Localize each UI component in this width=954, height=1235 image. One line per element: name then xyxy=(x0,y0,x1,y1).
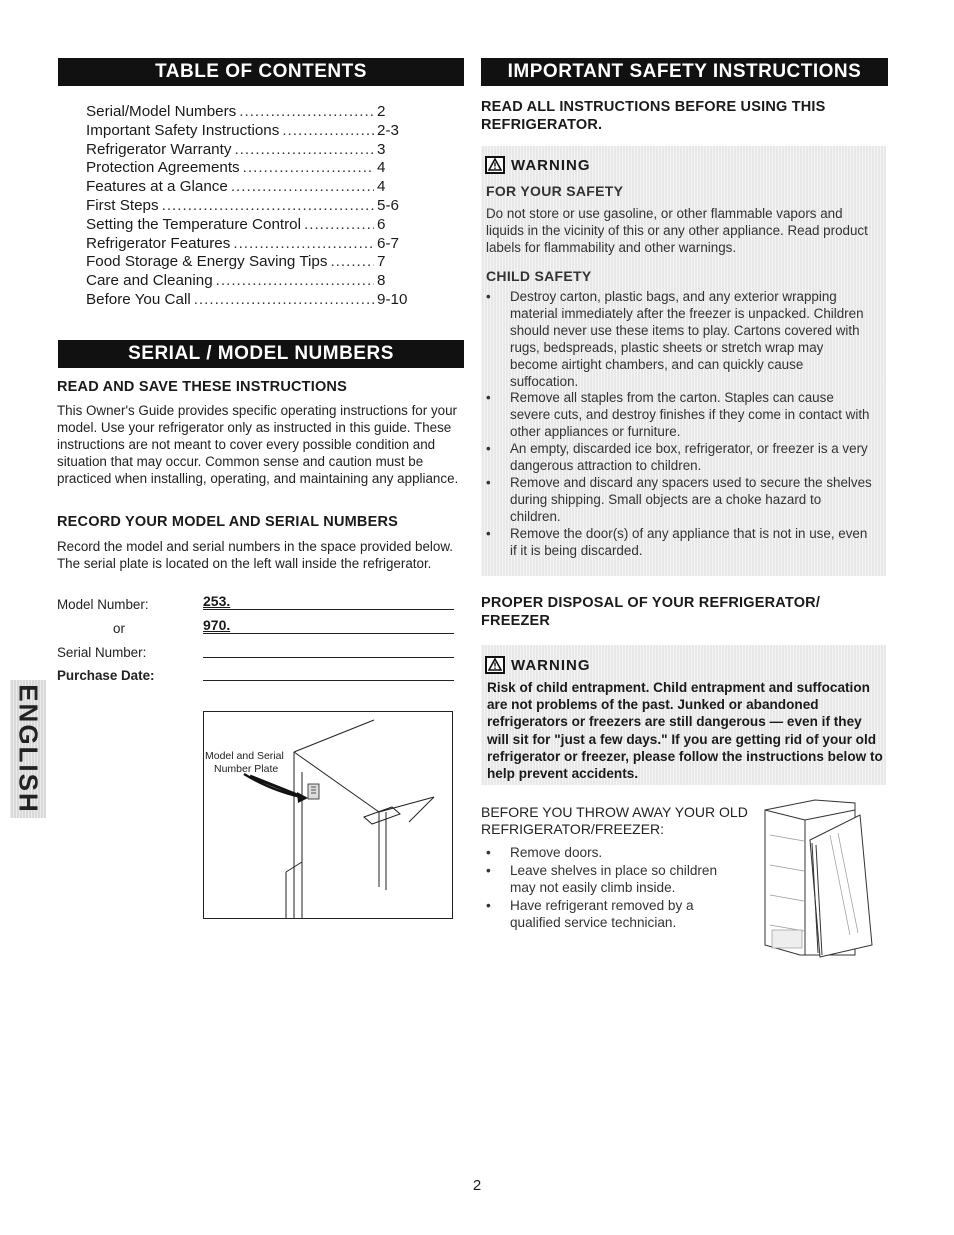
throw-away-list xyxy=(481,844,736,932)
list-item: • Remove and discard any spacers used to secure the shelves during shipping. Small objects are a choke hazard to children. xyxy=(481,475,874,526)
for-your-safety: FOR YOUR SAFETY xyxy=(486,183,624,199)
model-number-alt-field[interactable] xyxy=(203,617,454,634)
toc-item xyxy=(86,122,411,141)
toc-item xyxy=(86,197,411,216)
before-throw-line1: BEFORE YOU THROW AWAY YOUR OLD xyxy=(481,804,748,820)
read-all-line2: REFRIGERATOR. xyxy=(481,117,603,133)
toc-leader-dots xyxy=(239,103,374,122)
or-label: or xyxy=(113,621,125,636)
toc-leader-dots xyxy=(194,291,374,310)
warning-1-label: WARNING xyxy=(511,156,591,174)
toc-item-page: 3 xyxy=(377,140,386,158)
safety-heading: IMPORTANT SAFETY INSTRUCTIONS xyxy=(481,58,888,86)
list-item: • Destroy carton, plastic bags, and any exterior wrapping material immediately after the freezer is unpacked. Children should never use these items to play. Cartons covered with rugs, bedspreads, plastic sheets or stretch wrap may become airtight chambers, and can quickly cause suffocation. xyxy=(481,289,874,390)
toc-item xyxy=(86,272,411,291)
toc-item-label: Food Storage & Energy Saving Tips xyxy=(86,253,328,271)
read-save-text: This Owner's Guide provides specific operating instructions for your model. Use your refrigerator only as instructed in this guide. These instructions are not meant to cover every possible condition and situation that may occur. Common sense and caution must be practiced when installing, operating, and maintaining any appliance. xyxy=(57,403,459,486)
toc-item-label: Important Safety Instructions xyxy=(86,121,280,139)
child-safety: CHILD SAFETY xyxy=(486,268,592,284)
model-number-alt-prefix: 970. xyxy=(203,617,231,633)
read-all-heading xyxy=(481,98,826,134)
serial-number-label: Serial Number: xyxy=(57,645,147,660)
disposal-line1: PROPER DISPOSAL OF YOUR REFRIGERATOR/ xyxy=(481,595,821,611)
toc-item xyxy=(86,216,411,235)
toc-item xyxy=(86,235,411,254)
toc-item xyxy=(86,103,411,122)
serial-plate-figure xyxy=(203,711,453,919)
toc-item-label: Serial/Model Numbers xyxy=(86,103,237,120)
before-throw-heading xyxy=(481,804,748,838)
toc-item-label: Protection Agreements xyxy=(86,159,240,177)
toc-item xyxy=(86,253,411,272)
toc-leader-dots xyxy=(233,235,374,254)
list-item: • Remove doors. xyxy=(481,844,736,862)
toc-item-page: 5-6 xyxy=(377,196,399,214)
list-item: • An empty, discarded ice box, refrigerator, or freezer is a very dangerous attraction to children. xyxy=(481,441,874,475)
refrigerator-door-illustration xyxy=(760,795,880,960)
model-number-label: Model Number: xyxy=(57,597,149,612)
disposal-line2: FREEZER xyxy=(481,613,551,629)
figure-label-line1: Model and Serial xyxy=(205,750,284,762)
model-number-prefix: 253. xyxy=(203,593,231,609)
toc-leader-dots xyxy=(162,197,374,216)
child-safety-list xyxy=(481,289,874,560)
warning-2-label: WARNING xyxy=(511,656,591,674)
record-heading: RECORD YOUR MODEL AND SERIAL NUMBERS xyxy=(57,514,398,530)
toc-item-label: Refrigerator Warranty xyxy=(86,140,232,158)
toc-item-page: 4 xyxy=(377,159,386,177)
warning-1-title xyxy=(485,156,591,174)
toc-item-page: 8 xyxy=(377,272,386,290)
toc-item xyxy=(86,141,411,160)
model-number-field[interactable] xyxy=(203,593,454,610)
warning-triangle-icon xyxy=(485,656,505,674)
toc-leader-dots xyxy=(216,272,374,291)
page-number: 2 xyxy=(472,1177,482,1194)
toc-item-page: 9-10 xyxy=(377,290,408,308)
toc-item-page: 4 xyxy=(377,178,386,196)
list-item: • Remove all staples from the carton. Staples can cause severe cuts, and destroy finishes if they come in contact with other appliances or furniture. xyxy=(481,390,874,441)
toc-item-label: First Steps xyxy=(86,196,159,214)
warning-2-title xyxy=(485,656,591,674)
toc-item xyxy=(86,291,411,310)
toc-item-page: 7 xyxy=(377,253,386,271)
figure-label-line2: Number Plate xyxy=(214,763,279,775)
toc-leader-dots xyxy=(231,178,374,197)
toc-item-page: 2-3 xyxy=(377,121,399,139)
toc-item xyxy=(86,159,411,178)
toc-leader-dots xyxy=(234,141,374,160)
flammable-warning-text: Do not store or use gasoline, or other flammable vapors and liquids in the vicinity of this or any other appliance. Read product labels for flammability and other warnings. xyxy=(486,206,868,255)
toc-item-page: 2 xyxy=(377,103,386,120)
read-save-heading: READ AND SAVE THESE INSTRUCTIONS xyxy=(57,379,347,395)
toc-item xyxy=(86,178,411,197)
list-item: • Leave shelves in place so children may not easily climb inside. xyxy=(481,862,736,897)
toc-leader-dots xyxy=(304,216,374,235)
toc-leader-dots xyxy=(243,159,374,178)
toc-item-label: Before You Call xyxy=(86,290,191,308)
before-throw-line2: REFRIGERATOR/FREEZER: xyxy=(481,820,665,837)
fridge-interior-drawing xyxy=(204,712,452,918)
toc-item-page: 6-7 xyxy=(377,234,399,252)
language-tab-label: ENGLISH xyxy=(13,684,44,814)
toc-item-label: Care and Cleaning xyxy=(86,272,213,290)
language-tab xyxy=(10,680,46,818)
toc-item-label: Setting the Temperature Control xyxy=(86,215,301,233)
toc-list xyxy=(86,103,411,310)
entrapment-warning-text: Risk of child entrapment. Child entrapment and suffocation are not problems of the past. Junked or abandoned refrigerators or freezers are still dangerous — even if they will sit for "just a few days." If you are getting rid of your old refrigerator or freezer, please follow the instructions below to help prevent accidents. xyxy=(487,680,883,782)
toc-item-label: Features at a Glance xyxy=(86,178,228,196)
serial-heading: SERIAL / MODEL NUMBERS xyxy=(58,340,464,368)
warning-triangle-icon xyxy=(485,156,505,174)
list-item: • Have refrigerant removed by a qualified service technician. xyxy=(481,897,736,932)
toc-leader-dots xyxy=(330,253,374,272)
purchase-date-label: Purchase Date: xyxy=(57,668,155,683)
toc-heading: TABLE OF CONTENTS xyxy=(58,58,464,86)
record-text: Record the model and serial numbers in the space provided below. The serial plate is located on the left wall inside the refrigerator. xyxy=(57,539,453,571)
toc-leader-dots xyxy=(282,122,374,141)
toc-item-page: 6 xyxy=(377,215,386,233)
serial-number-field[interactable] xyxy=(203,641,454,658)
disposal-heading xyxy=(481,594,820,630)
purchase-date-field[interactable] xyxy=(203,664,454,681)
list-item: • Remove the door(s) of any appliance that is not in use, even if it is being discarded. xyxy=(481,526,874,560)
toc-item-label: Refrigerator Features xyxy=(86,234,231,252)
read-all-line1: READ ALL INSTRUCTIONS BEFORE USING THIS xyxy=(481,99,826,115)
